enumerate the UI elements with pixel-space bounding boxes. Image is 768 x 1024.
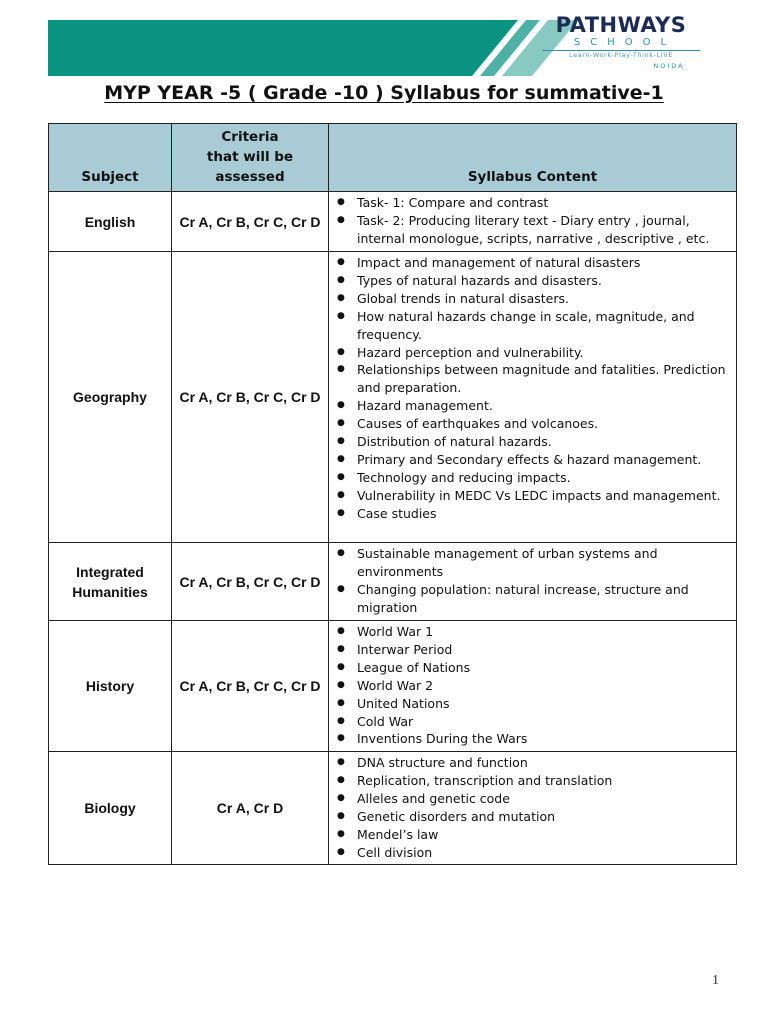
topic-item: ● Primary and Secondary effects & hazard management.: [337, 451, 730, 469]
criteria-cell: Cr A, Cr B, Cr C, Cr D: [172, 543, 329, 621]
topic-item: ● Cold War: [337, 713, 730, 731]
header-criteria-line: that will be: [206, 149, 294, 165]
topic-item: ● DNA structure and function: [337, 754, 730, 772]
topic-item: ● League of Nations: [337, 659, 730, 677]
topic-item: ● How natural hazards change in scale, magnitude, and frequency.: [337, 308, 730, 344]
table-body: [49, 192, 737, 865]
criteria-cell: Cr A, Cr D: [172, 752, 329, 865]
subject-label: Geography: [73, 389, 147, 405]
table-row: [49, 252, 737, 543]
topic-item: ● Vulnerability in MEDC Vs LEDC impacts and management.: [337, 487, 730, 505]
subject-label: Humanities: [72, 583, 148, 600]
topic-item: ● Sustainable management of urban systems and environments: [337, 545, 730, 581]
logo-name: PATHWAYS: [555, 13, 687, 37]
page-number: 1: [712, 973, 719, 988]
topic-item: ● Distribution of natural hazards.: [337, 433, 730, 451]
topic-item: ● Technology and reducing impacts.: [337, 469, 730, 487]
school-logo: [536, 14, 706, 78]
header-syllabus-content: Syllabus Content: [329, 124, 737, 192]
topic-item: ● Inventions During the Wars: [337, 730, 730, 748]
subject-cell: [49, 192, 172, 252]
syllabus-content-cell: [329, 192, 737, 252]
topic-item: ● Task- 1: Compare and contrast: [337, 194, 730, 212]
subject-label: Biology: [84, 800, 136, 816]
topic-item: ● Interwar Period: [337, 641, 730, 659]
topic-item: ● Hazard perception and vulnerability.: [337, 344, 730, 362]
header-subject: Subject: [49, 124, 172, 192]
logo-tagline: Learn-Work-Play-Think-LIVE: [568, 51, 674, 59]
syllabus-content-cell: [329, 543, 737, 621]
topic-item: ● United Nations: [337, 695, 730, 713]
subject-label: English: [84, 213, 136, 230]
table-row: [49, 192, 737, 252]
topic-item: ● Alleles and genetic code: [337, 790, 730, 808]
topic-item: ● Hazard management.: [337, 397, 730, 415]
syllabus-content-cell: [329, 752, 737, 865]
subject-cell: [49, 752, 172, 865]
topic-item: ● Changing population: natural increase, structure and migration: [337, 581, 730, 617]
page-title-text: MYP YEAR -5 ( Grade -10 ) Syllabus for summative-1: [104, 82, 664, 104]
topic-item: ● Mendel’s law: [337, 826, 730, 844]
topic-item: ● Genetic disorders and mutation: [337, 808, 730, 826]
topic-list: [337, 754, 730, 861]
criteria-cell: Cr A, Cr B, Cr C, Cr D: [172, 621, 329, 752]
subject-cell: [49, 252, 172, 543]
topic-item: ● Replication, transcription and translation: [337, 772, 730, 790]
syllabus-content-cell: [329, 252, 737, 543]
topic-list: [337, 194, 730, 248]
criteria-cell: Cr A, Cr B, Cr C, Cr D: [172, 192, 329, 252]
header-criteria-line: Criteria: [221, 129, 279, 145]
syllabus-table: [48, 123, 737, 865]
subject-label: Integrated: [76, 563, 144, 580]
subject-cell: [49, 621, 172, 752]
subject-cell: [49, 543, 172, 621]
topic-item: ● Impact and management of natural disasters: [337, 254, 730, 272]
topic-item: ● Causes of earthquakes and volcanoes.: [337, 415, 730, 433]
table-row: [49, 543, 737, 621]
header-criteria-line: assessed: [215, 169, 285, 185]
table-header-row: [49, 124, 737, 192]
topic-item: ● Case studies: [337, 505, 730, 523]
criteria-cell: Cr A, Cr B, Cr C, Cr D: [172, 252, 329, 543]
syllabus-content-cell: [329, 621, 737, 752]
header-criteria: [172, 124, 329, 192]
table-row: [49, 621, 737, 752]
table-row: [49, 752, 737, 865]
topic-list: [337, 254, 730, 523]
logo-sub: SCHOOL: [573, 37, 677, 48]
topic-list: [337, 623, 730, 748]
topic-item: ● Types of natural hazards and disasters.: [337, 272, 730, 290]
logo-city: NOIDA: [653, 62, 685, 70]
topic-item: ● World War 1: [337, 623, 730, 641]
page-title: [0, 82, 768, 104]
topic-item: ● Relationships between magnitude and fatalities. Prediction and preparation.: [337, 361, 730, 397]
subject-label: History: [85, 678, 135, 694]
topic-item: ● Global trends in natural disasters.: [337, 290, 730, 308]
topic-item: ● Task- 2: Producing literary text - Diary entry , journal, internal monologue, scripts, narrative , descriptive , etc.: [337, 212, 730, 248]
topic-list: [337, 545, 730, 617]
topic-item: ● World War 2: [337, 677, 730, 695]
topic-item: ● Cell division: [337, 844, 730, 862]
